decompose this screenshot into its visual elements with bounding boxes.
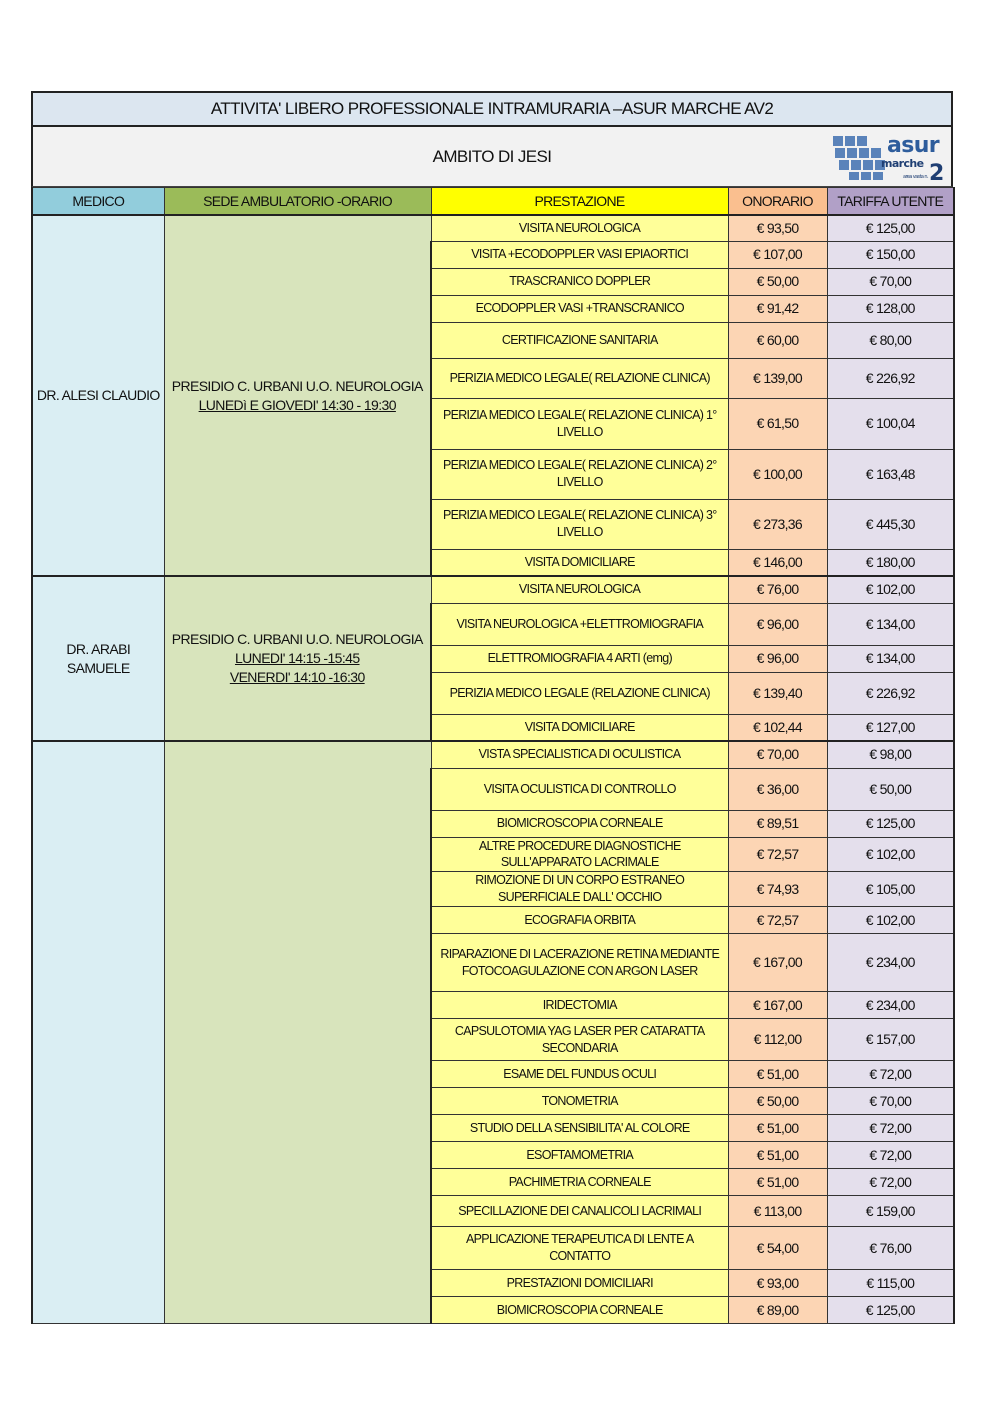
tariffa-cell: € 128,00 — [827, 295, 954, 322]
prestazione-cell: PERIZIA MEDICO LEGALE (RELAZIONE CLINICA) — [431, 672, 728, 714]
tariffa-cell: € 50,00 — [827, 768, 954, 810]
onorario-cell: € 51,00 — [728, 1061, 827, 1088]
table-row — [32, 576, 954, 603]
tariffa-cell: € 157,00 — [827, 1019, 954, 1061]
table-header-row — [32, 188, 954, 216]
tariffa-cell: € 159,00 — [827, 1196, 954, 1227]
tariffa-cell: € 100,04 — [827, 398, 954, 449]
onorario-cell: € 273,36 — [728, 499, 827, 549]
tariffa-cell: € 180,00 — [827, 549, 954, 576]
tariffa-cell: € 105,00 — [827, 872, 954, 907]
onorario-cell: € 89,00 — [728, 1297, 827, 1324]
asur-logo — [829, 130, 947, 184]
onorario-cell: € 72,57 — [728, 907, 827, 934]
prestazione-cell: CAPSULOTOMIA YAG LASER PER CATARATTA SECONDARIA — [431, 1019, 728, 1061]
tariffa-cell: € 80,00 — [827, 322, 954, 358]
onorario-cell: € 91,42 — [728, 295, 827, 322]
price-list-sheet — [31, 91, 953, 1324]
tariffa-cell: € 226,92 — [827, 672, 954, 714]
prestazione-cell: VISITA NEUROLOGICA — [431, 576, 728, 603]
prestazione-cell: TRASCRANICO DOPPLER — [431, 268, 728, 295]
medico-cell: DR. ALESI CLAUDIO — [32, 215, 164, 576]
prestazione-cell: ECODOPPLER VASI +TRANSCRANICO — [431, 295, 728, 322]
medico-cell: DR. ARABI SAMUELE — [32, 576, 164, 741]
table-body — [32, 215, 954, 1324]
onorario-cell: € 72,57 — [728, 837, 827, 872]
tariffa-cell: € 134,00 — [827, 603, 954, 645]
onorario-cell: € 60,00 — [728, 322, 827, 358]
tariffa-cell: € 234,00 — [827, 992, 954, 1019]
tariffa-cell: € 76,00 — [827, 1227, 954, 1270]
col-header-prestazione: PRESTAZIONE — [431, 188, 728, 216]
prestazione-cell: PACHIMETRIA CORNEALE — [431, 1169, 728, 1196]
onorario-cell: € 112,00 — [728, 1019, 827, 1061]
prestazione-cell: APPLICAZIONE TERAPEUTICA DI LENTE A CONTATTO — [431, 1227, 728, 1270]
tariffa-cell: € 72,00 — [827, 1061, 954, 1088]
sede-orario: VENERDI' 14:10 -16:30 — [229, 668, 365, 685]
prestazione-cell: PRESTAZIONI DOMICILIARI — [431, 1270, 728, 1297]
logo-number: 2 — [929, 161, 944, 184]
onorario-cell: € 146,00 — [728, 549, 827, 576]
tariffa-cell: € 72,00 — [827, 1142, 954, 1169]
price-table — [31, 187, 955, 1324]
tariffa-cell: € 127,00 — [827, 714, 954, 741]
prestazione-cell: STUDIO DELLA SENSIBILITA' AL COLORE — [431, 1115, 728, 1142]
col-header-onorario: ONORARIO — [728, 188, 827, 216]
onorario-cell: € 51,00 — [728, 1142, 827, 1169]
tariffa-cell: € 115,00 — [827, 1270, 954, 1297]
prestazione-cell: VISITA NEUROLOGICA +ELETTROMIOGRAFIA — [431, 603, 728, 645]
tariffa-cell: € 102,00 — [827, 576, 954, 603]
prestazione-cell: PERIZIA MEDICO LEGALE( RELAZIONE CLINICA) 2° LIVELLO — [431, 449, 728, 499]
tariffa-cell: € 102,00 — [827, 907, 954, 934]
prestazione-cell: ALTRE PROCEDURE DIAGNOSTICHE SULL'APPARATO LACRIMALE — [431, 837, 728, 872]
onorario-cell: € 107,00 — [728, 241, 827, 268]
tariffa-cell: € 70,00 — [827, 268, 954, 295]
tariffa-cell: € 102,00 — [827, 837, 954, 872]
prestazione-cell: TONOMETRIA — [431, 1088, 728, 1115]
prestazione-cell: VISITA +ECODOPPLER VASI EPIAORTICI — [431, 241, 728, 268]
prestazione-cell: VISITA OCULISTICA DI CONTROLLO — [431, 768, 728, 810]
prestazione-cell: ELETTROMIOGRAFIA 4 ARTI (emg) — [431, 645, 728, 672]
sede-cell — [164, 576, 431, 741]
prestazione-cell: VISITA DOMICILIARE — [431, 549, 728, 576]
onorario-cell: € 139,00 — [728, 358, 827, 398]
prestazione-cell: PERIZIA MEDICO LEGALE( RELAZIONE CLINICA) — [431, 358, 728, 398]
onorario-cell: € 96,00 — [728, 645, 827, 672]
prestazione-cell: PERIZIA MEDICO LEGALE( RELAZIONE CLINICA) 1° LIVELLO — [431, 398, 728, 449]
col-header-sede: SEDE AMBULATORIO -ORARIO — [164, 188, 431, 216]
table-row — [32, 741, 954, 768]
onorario-cell: € 93,00 — [728, 1270, 827, 1297]
onorario-cell: € 74,93 — [728, 872, 827, 907]
onorario-cell: € 167,00 — [728, 992, 827, 1019]
document-title: ATTIVITA' LIBERO PROFESSIONALE INTRAMURARIA –ASUR MARCHE AV2 — [31, 91, 953, 127]
onorario-cell: € 61,50 — [728, 398, 827, 449]
onorario-cell: € 36,00 — [728, 768, 827, 810]
onorario-cell: € 113,00 — [728, 1196, 827, 1227]
tariffa-cell: € 445,30 — [827, 499, 954, 549]
tariffa-cell: € 226,92 — [827, 358, 954, 398]
sede-name: PRESIDIO C. URBANI U.O. NEUROLOGIA — [171, 631, 423, 648]
tariffa-cell: € 70,00 — [827, 1088, 954, 1115]
onorario-cell: € 100,00 — [728, 449, 827, 499]
onorario-cell: € 102,44 — [728, 714, 827, 741]
tariffa-cell: € 125,00 — [827, 1297, 954, 1324]
onorario-cell: € 54,00 — [728, 1227, 827, 1270]
tariffa-cell: € 125,00 — [827, 215, 954, 241]
logo-line2: marche — [881, 157, 924, 170]
onorario-cell: € 93,50 — [728, 215, 827, 241]
tariffa-cell: € 125,00 — [827, 810, 954, 837]
tariffa-cell: € 234,00 — [827, 934, 954, 992]
prestazione-cell: RIMOZIONE DI UN CORPO ESTRANEO SUPERFICIALE DALL' OCCHIO — [431, 872, 728, 907]
tariffa-cell: € 163,48 — [827, 449, 954, 499]
tariffa-cell: € 72,00 — [827, 1115, 954, 1142]
sede-orario: LUNEDì E GIOVEDI' 14:30 - 19:30 — [198, 396, 396, 413]
onorario-cell: € 51,00 — [728, 1169, 827, 1196]
onorario-cell: € 96,00 — [728, 603, 827, 645]
prestazione-cell: PERIZIA MEDICO LEGALE( RELAZIONE CLINICA) 3° LIVELLO — [431, 499, 728, 549]
onorario-cell: € 76,00 — [728, 576, 827, 603]
prestazione-cell: BIOMICROSCOPIA CORNEALE — [431, 1297, 728, 1324]
onorario-cell: € 51,00 — [728, 1115, 827, 1142]
prestazione-cell: BIOMICROSCOPIA CORNEALE — [431, 810, 728, 837]
col-header-tariffa: TARIFFA UTENTE — [827, 188, 954, 216]
tariffa-cell: € 134,00 — [827, 645, 954, 672]
onorario-cell: € 139,40 — [728, 672, 827, 714]
onorario-cell: € 50,00 — [728, 268, 827, 295]
prestazione-cell: IRIDECTOMIA — [431, 992, 728, 1019]
prestazione-cell: RIPARAZIONE DI LACERAZIONE RETINA MEDIANTE FOTOCOAGULAZIONE CON ARGON LASER — [431, 934, 728, 992]
onorario-cell: € 70,00 — [728, 741, 827, 768]
tariffa-cell: € 150,00 — [827, 241, 954, 268]
prestazione-cell: VISITA NEUROLOGICA — [431, 215, 728, 241]
prestazione-cell: SPECILLAZIONE DEI CANALICOLI LACRIMALI — [431, 1196, 728, 1227]
prestazione-cell: CERTIFICAZIONE SANITARIA — [431, 322, 728, 358]
ambito-title: AMBITO DI JESI — [432, 146, 552, 166]
col-header-medico: MEDICO — [32, 188, 164, 216]
prestazione-cell: ESAME DEL FUNDUS OCULI — [431, 1061, 728, 1088]
sede-name: PRESIDIO C. URBANI U.O. NEUROLOGIA — [171, 377, 423, 394]
prestazione-cell: ESOFTAMOMETRIA — [431, 1142, 728, 1169]
table-row — [32, 215, 954, 241]
onorario-cell: € 89,51 — [728, 810, 827, 837]
prestazione-cell: VISITA DOMICILIARE — [431, 714, 728, 741]
sede-cell — [164, 741, 431, 1324]
ambito-row — [31, 127, 953, 187]
logo-main: asur — [887, 133, 940, 158]
sede-cell — [164, 215, 431, 576]
onorario-cell: € 50,00 — [728, 1088, 827, 1115]
prestazione-cell: ECOGRAFIA ORBITA — [431, 907, 728, 934]
sede-orario: LUNEDI' 14:15 -15:45 — [234, 650, 360, 667]
onorario-cell: € 167,00 — [728, 934, 827, 992]
medico-cell — [32, 741, 164, 1324]
tariffa-cell: € 98,00 — [827, 741, 954, 768]
logo-tagline: area vasta n. — [903, 174, 928, 180]
tariffa-cell: € 72,00 — [827, 1169, 954, 1196]
prestazione-cell: VISTA SPECIALISTICA DI OCULISTICA — [431, 741, 728, 768]
